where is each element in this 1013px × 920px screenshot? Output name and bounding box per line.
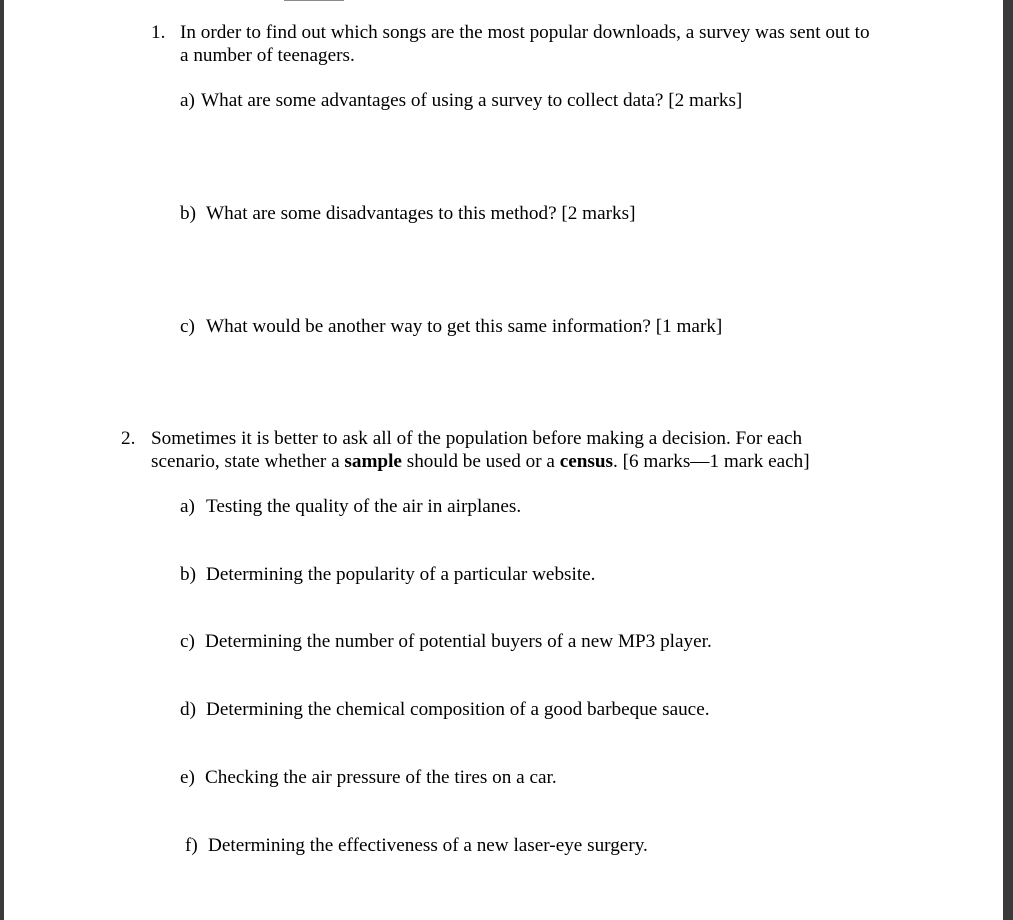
question-1b-label: b) — [180, 203, 196, 224]
question-1-number: 1. — [151, 22, 166, 43]
question-2-text-post: . [6 marks—1 mark each] — [613, 451, 810, 472]
question-2f-text: Determining the effectiveness of a new laser-eye surgery. — [208, 835, 648, 856]
question-2e-text: Checking the air pressure of the tires on a car. — [205, 767, 557, 788]
document-page — [4, 0, 1003, 920]
keyword-sample: sample — [344, 451, 402, 472]
question-2d-text: Determining the chemical composition of a good barbeque sauce. — [206, 699, 710, 720]
question-2-text-line-2 — [151, 450, 810, 473]
question-2-text-pre: scenario, state whether a — [151, 451, 345, 472]
question-1a-text: What are some advantages of using a survey to collect data? [2 marks] — [201, 90, 743, 111]
question-2f-label: f) — [185, 835, 198, 856]
question-2a-text: Testing the quality of the air in airplanes. — [206, 496, 522, 517]
question-2-text-mid: should be used or a — [401, 451, 560, 472]
question-1c-text: What would be another way to get this same information? [1 mark] — [206, 316, 723, 337]
question-2b-label: b) — [180, 564, 196, 585]
question-1c-label: c) — [180, 316, 195, 337]
question-1a-label: a) — [180, 90, 195, 111]
question-2a-label: a) — [180, 496, 195, 517]
question-2c-label: c) — [180, 631, 195, 652]
question-2-text-line-1: Sometimes it is better to ask all of the population before making a decision. For each — [151, 428, 803, 449]
page-top-rule — [284, 0, 344, 1]
question-2b-text: Determining the popularity of a particular website. — [206, 564, 596, 585]
question-2d-label: d) — [180, 699, 196, 720]
question-2c-text: Determining the number of potential buyers of a new MP3 player. — [205, 631, 712, 652]
keyword-census: census — [559, 451, 614, 472]
question-2-number: 2. — [121, 428, 136, 449]
question-1-text-line-1: In order to find out which songs are the most popular downloads, a survey was sent out to — [180, 22, 870, 43]
question-1-text-line-2: a number of teenagers. — [180, 45, 355, 66]
question-1b-text: What are some disadvantages to this method? [2 marks] — [206, 203, 636, 224]
question-2e-label: e) — [180, 767, 195, 788]
